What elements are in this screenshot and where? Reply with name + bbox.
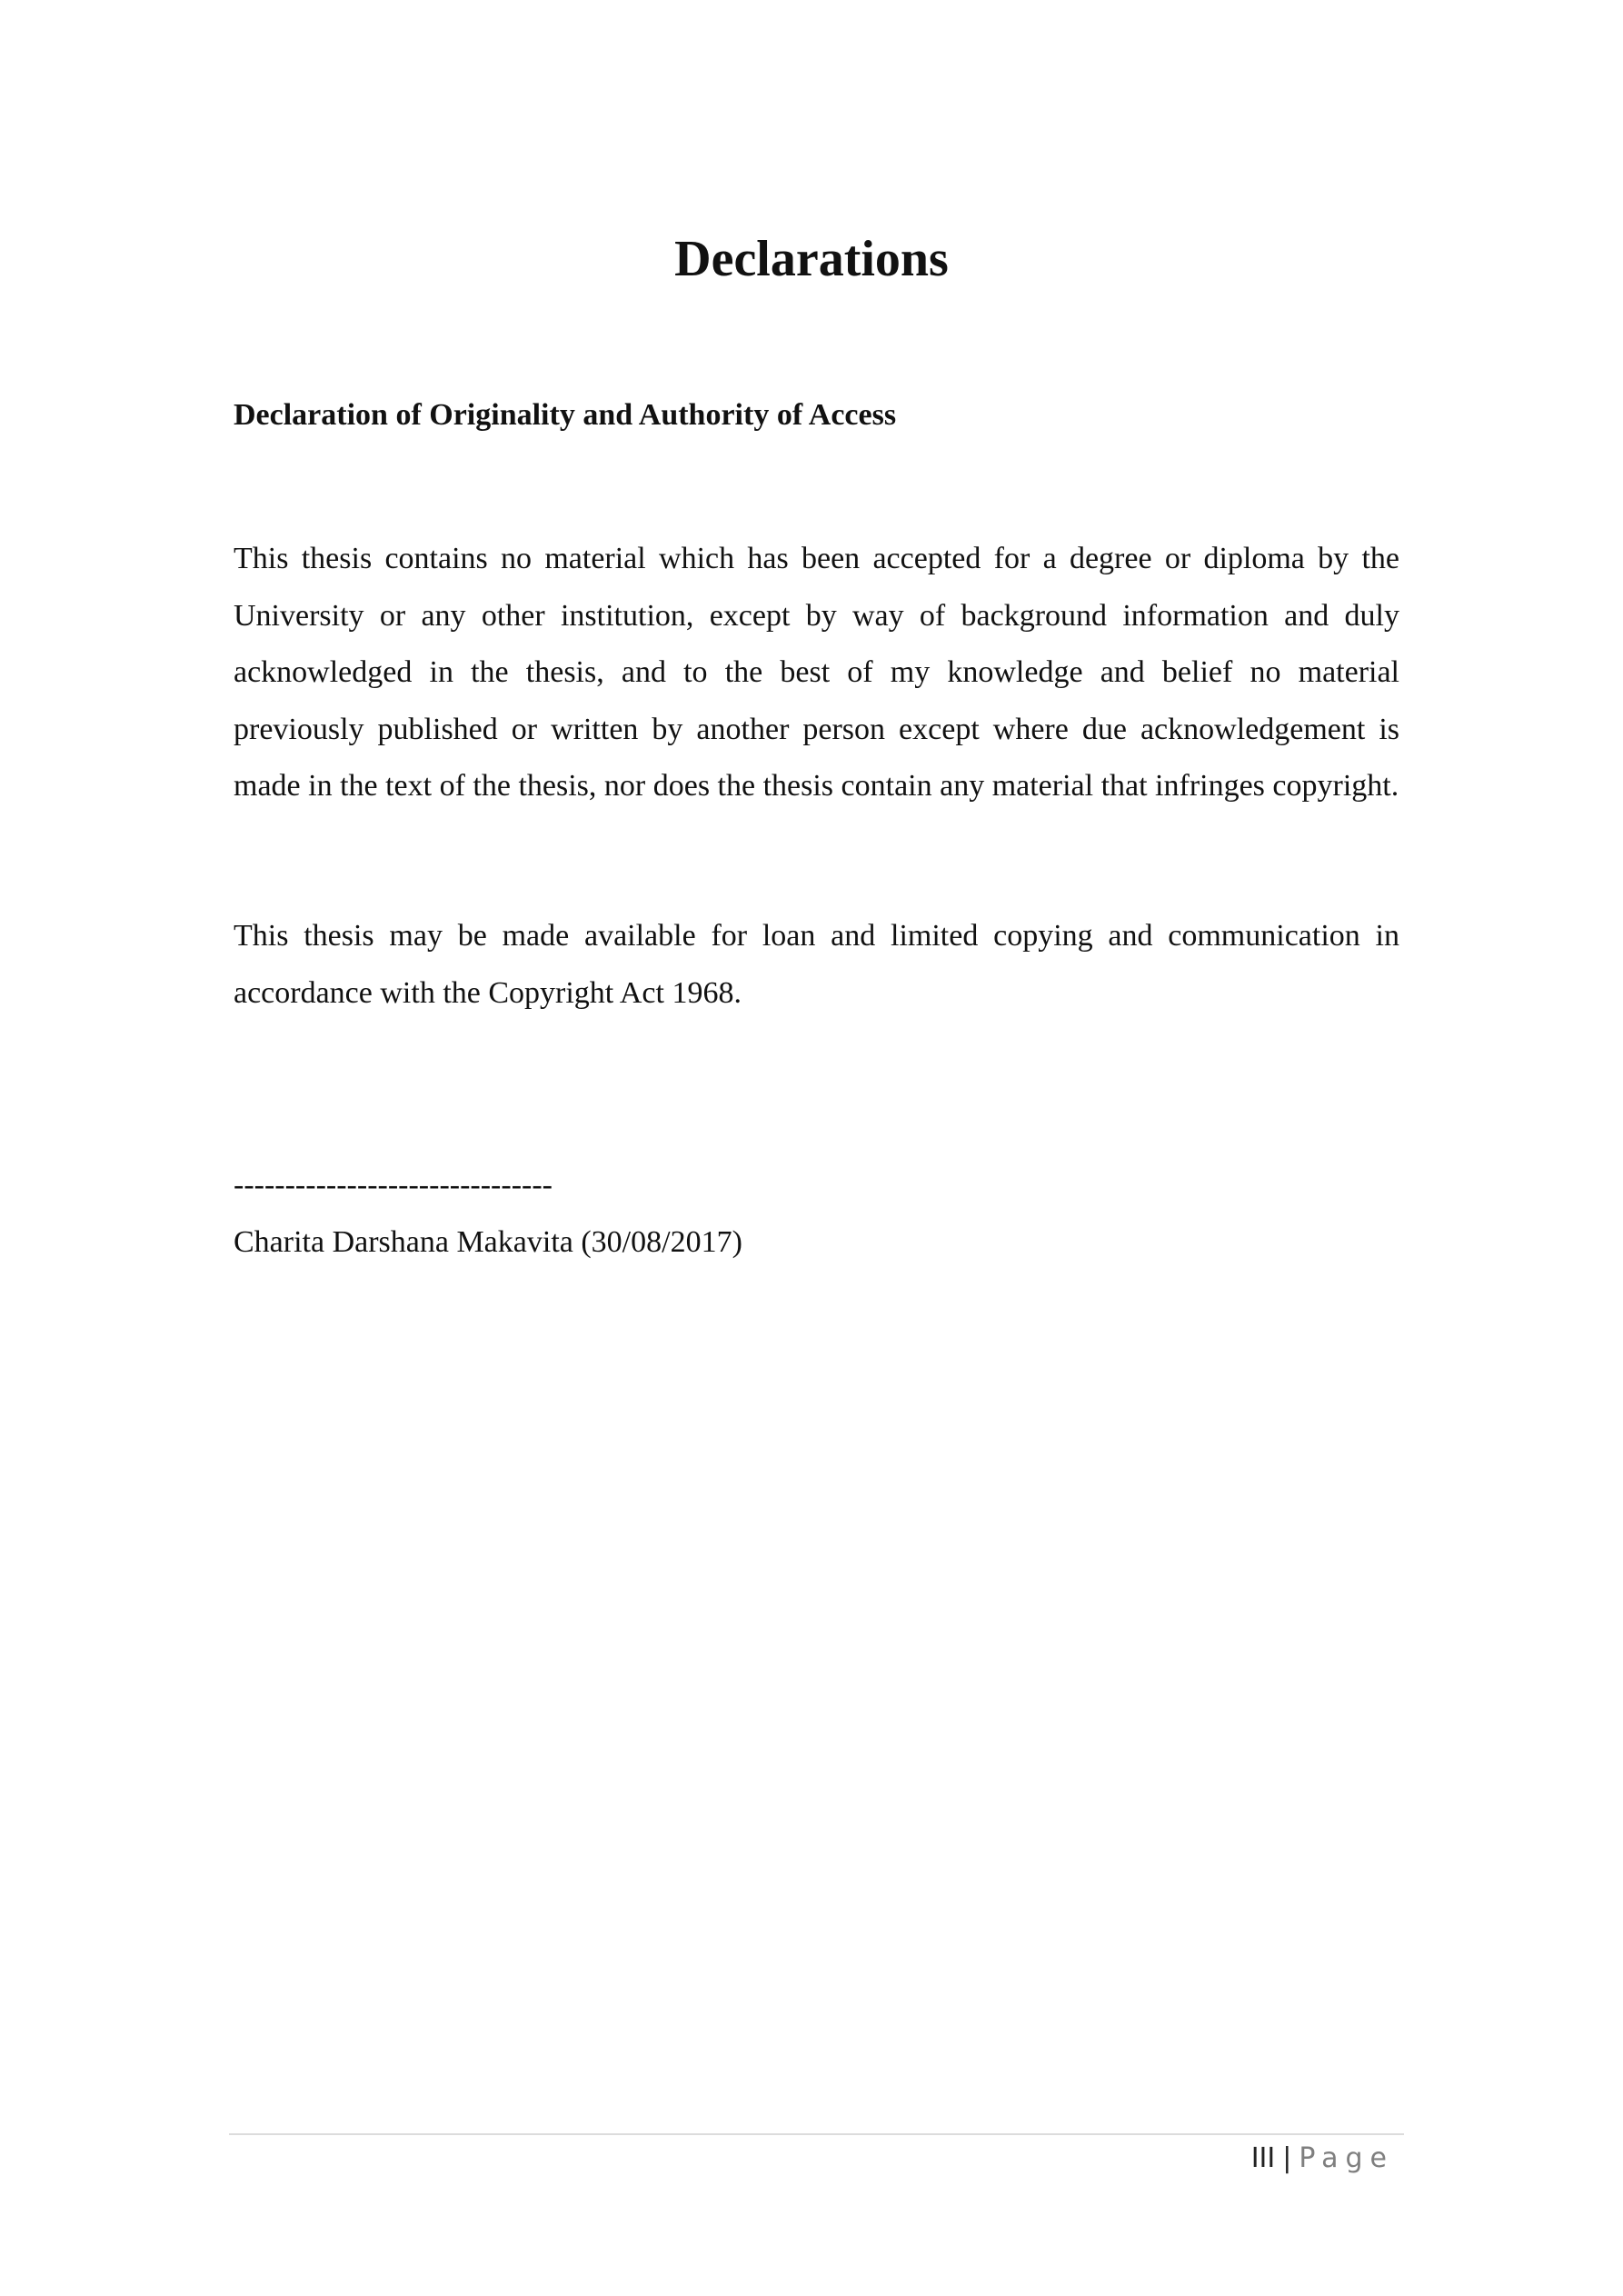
page-title: Declarations [674, 231, 949, 287]
declaration-paragraph-2: This thesis may be made available for loan and limited copying and communication in accordance with the Copyright Act 1968. [234, 919, 1399, 1010]
declaration-paragraph-1: This thesis contains no material which has been accepted for a degree or diploma by the University or any other institution, except by way of background information and duly acknowledged in the thesis, and to the best of my knowledge and belief no material previously published or written by another person except where due acknowledgement is made in the text of the thesis, nor does the thesis contain any material that infringes copyright. [234, 542, 1399, 803]
footer-divider [229, 2133, 1404, 2135]
page-label: Page [1299, 2142, 1394, 2174]
section-heading: Declaration of Originality and Authority of Access [234, 398, 897, 432]
signer-name-date: Charita Darshana Makavita (30/08/2017) [234, 1225, 742, 1259]
footer-separator: | [1282, 2142, 1292, 2174]
page-number: III [1250, 2142, 1276, 2174]
signature-line: ------------------------------- [234, 1168, 553, 1202]
page-footer [1251, 2141, 1394, 2177]
